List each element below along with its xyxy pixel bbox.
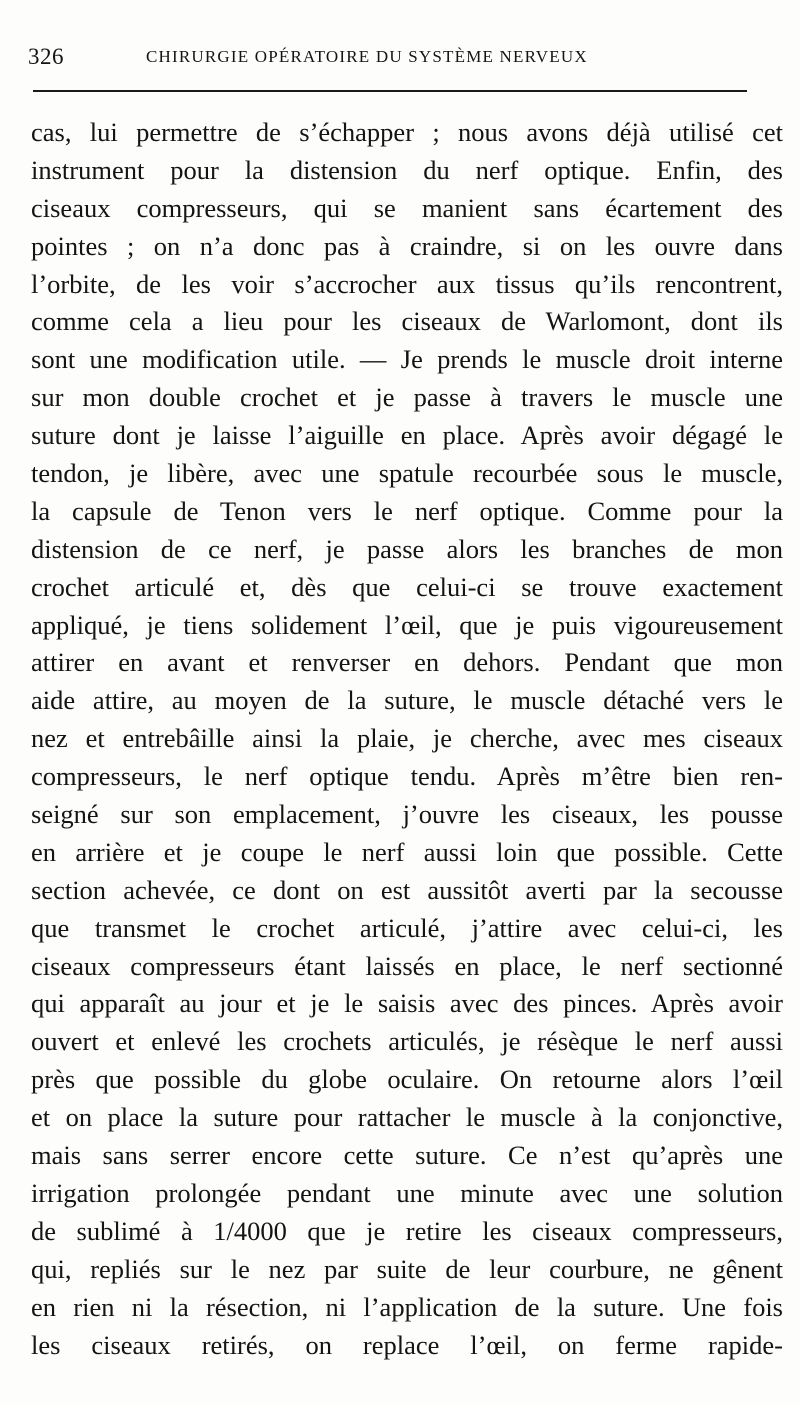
text-line: mais sans serrer encore cette suture. Ce n’est qu’après une [31,1140,783,1171]
text-line: la capsule de Tenon vers le nerf optique. Comme pour la [31,495,783,526]
text-line: qui apparaît au jour et je le saisis avec des pinces. Après avoir [31,988,783,1019]
text-line: ciseaux compresseurs, qui se manient sans écartement des [31,192,783,223]
text-line: aide attire, au moyen de la suture, le muscle détaché vers le [31,685,783,716]
text-line: nez et entrebâille ainsi la plaie, je cherche, avec mes ciseaux [31,723,783,754]
text-line: suture dont je laisse l’aiguille en place. Après avoir dégagé le [31,420,783,451]
text-line: en arrière et je coupe le nerf aussi loin que possible. Cette [31,836,783,867]
text-line: section achevée, ce dont on est aussitôt averti par la secousse [31,874,783,905]
text-line: ouvert et enlevé les crochets articulés, je résèque le nerf aussi [31,1026,783,1057]
text-line: crochet articulé et, dès que celui-ci se trouve exactement [31,571,783,602]
header-rule [33,90,747,92]
text-line: seigné sur son emplacement, j’ouvre les ciseaux, les pousse [31,799,783,830]
text-line: compresseurs, le nerf optique tendu. Après m’être bien ren- [31,761,783,792]
text-line: attirer en avant et renverser en dehors. Pendant que mon [31,647,783,678]
text-line: appliqué, je tiens solidement l’œil, que je puis vigoureusement [31,609,783,640]
text-line: près que possible du globe oculaire. On retourne alors l’œil [31,1064,783,1095]
text-line: que transmet le crochet articulé, j’attire avec celui-ci, les [31,912,783,943]
text-line: et on place la suture pour rattacher le muscle à la conjonctive, [31,1102,783,1133]
page-number: 326 [28,44,64,69]
text-line: tendon, je libère, avec une spatule recourbée sous le muscle, [31,458,783,489]
text-line: l’orbite, de les voir s’accrocher aux tissus qu’ils rencontrent, [31,268,783,299]
text-line: qui, repliés sur le nez par suite de leur courbure, ne gênent [31,1253,783,1284]
text-line: instrument pour la distension du nerf optique. Enfin, des [31,154,783,185]
text-line: distension de ce nerf, je passe alors les branches de mon [31,533,783,564]
body-text [31,114,783,1364]
running-title: CHIRURGIE OPÉRATOIRE DU SYSTÈME NERVEUX [146,47,588,66]
text-line: en rien ni la résection, ni l’application de la suture. Une fois [31,1291,783,1322]
text-line: pointes ; on n’a donc pas à craindre, si on les ouvre dans [31,230,783,261]
text-line: comme cela a lieu pour les ciseaux de Warlomont, dont ils [31,306,783,337]
text-line: de sublimé à 1/4000 que je retire les ciseaux compresseurs, [31,1215,783,1246]
text-line: sont une modification utile. — Je prends le muscle droit interne [31,344,783,375]
text-line: irrigation prolongée pendant une minute avec une solution [31,1177,783,1208]
text-line: les ciseaux retirés, on replace l’œil, on ferme rapide- [31,1329,783,1360]
text-line: ciseaux compresseurs étant laissés en place, le nerf sectionné [31,950,783,981]
text-line: sur mon double crochet et je passe à travers le muscle une [31,382,783,413]
running-head [28,40,750,74]
text-line: cas, lui permettre de s’échapper ; nous avons déjà utilisé cet [31,117,783,147]
